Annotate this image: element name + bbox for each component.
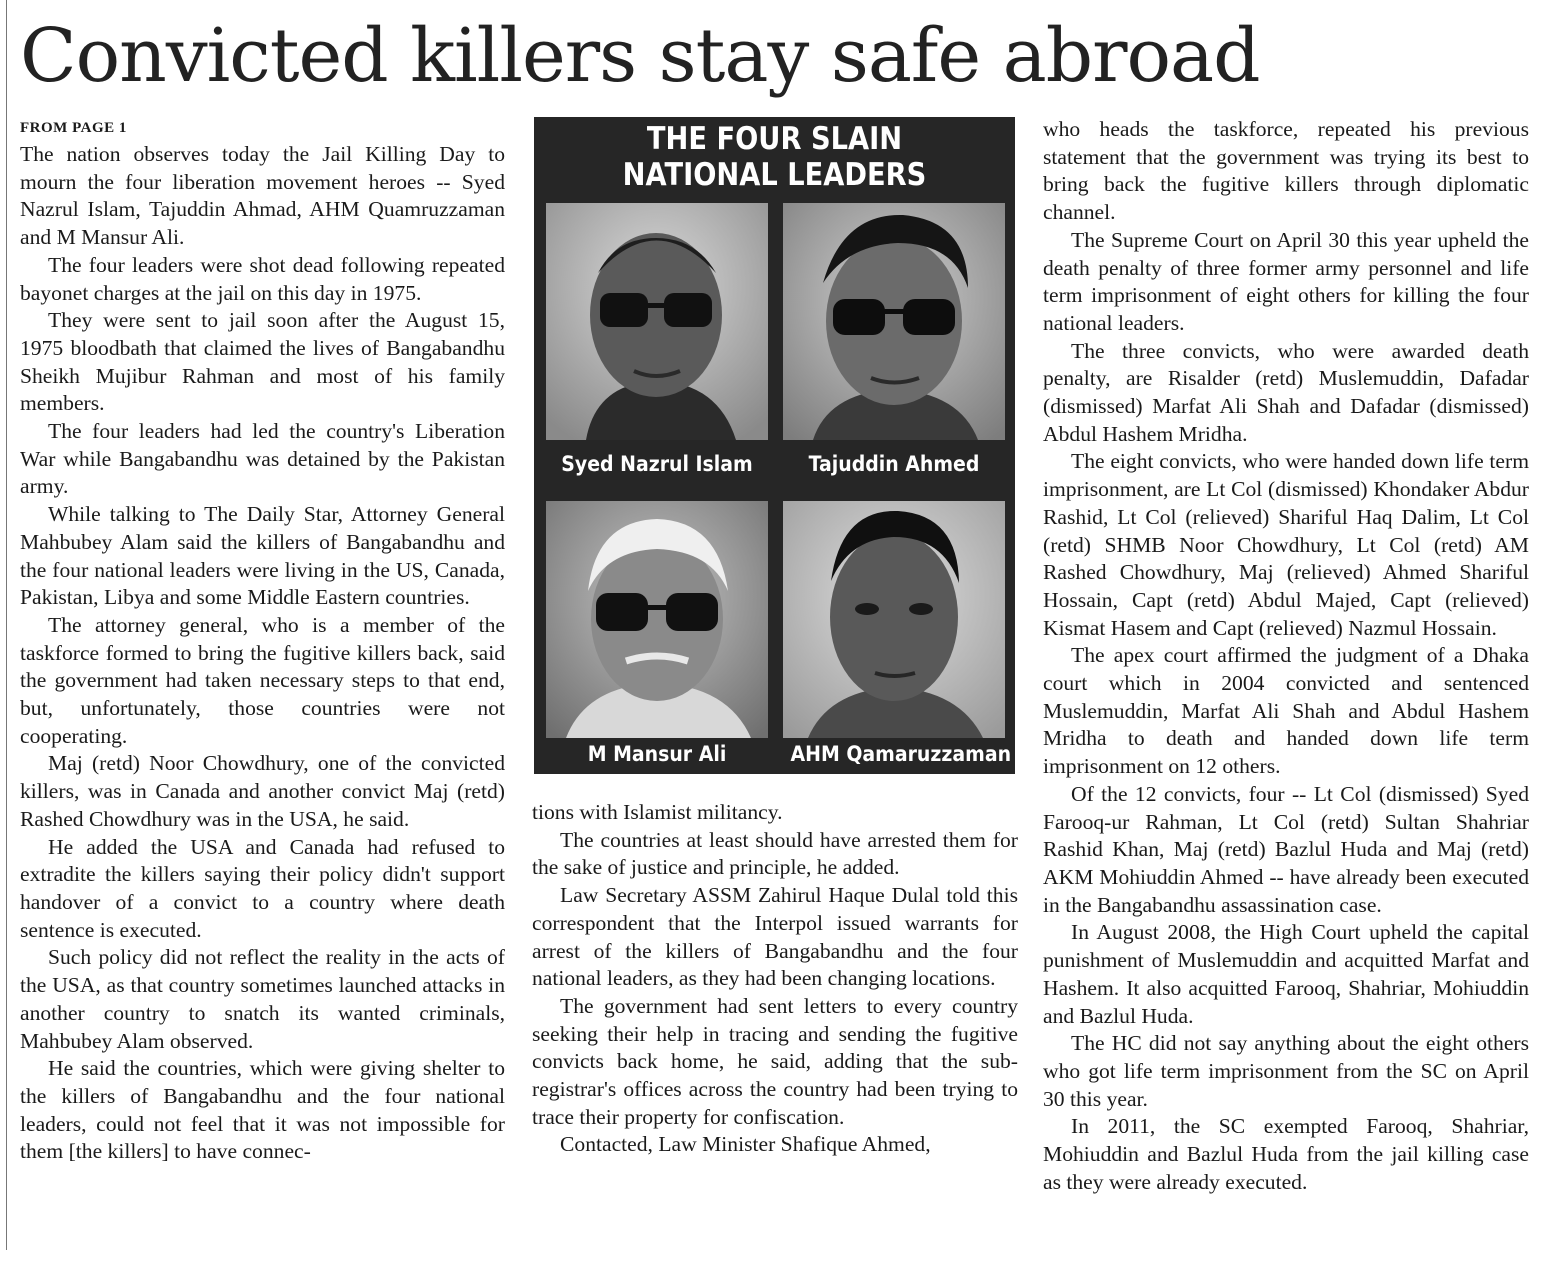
portrait-image-4 xyxy=(783,501,1005,738)
paragraph: who heads the taskforce, repeated his previous statement that the government was trying its best to bring back the fugitive killers through diplomatic channel. xyxy=(1043,117,1529,225)
paragraph: The three convicts, who were awarded death penalty, are Risalder (retd) Muslemuddin, Dafadar (dismissed) Marfat Ali Shah and Dafadar (dismissed) Abdul Hashem Mridha. xyxy=(1043,338,1529,446)
kicker-from-page: FROM PAGE 1 xyxy=(20,120,127,136)
paragraph: The nation observes today the Jail Killing Day to mourn the four liberation movement heroes -- Syed Nazrul Islam, Tajuddin Ahmad, AHM Quamruzzaman and M Mansur Ali. xyxy=(20,142,505,250)
article-column-1 xyxy=(20,115,505,1166)
paragraph: The eight convicts, who were handed down life term imprisonment, are Lt Col (dismissed) Khondaker Abdur Rashid, Lt Col (relieved) Shariful Haq Dalim, Lt Col (retd) SHMB Noor Chowdhury, Lt Col (retd) AM Rashed Chowdhury, Maj (relieved) Ahmed Shariful Hossain, Capt (retd) Abdul Majed, Capt (relieved) Kismat Hasem and Capt (relieved) Nazmul Hossain. xyxy=(1043,449,1529,640)
paragraph: The Supreme Court on April 30 this year upheld the death penalty of three former army personnel and life term imprisonment of eight others for killing the four national leaders. xyxy=(1043,227,1529,335)
portrait-photo-1 xyxy=(546,203,768,440)
paragraph: While talking to The Daily Star, Attorney General Mahbubey Alam said the killers of Bangabandhu and the four national leaders were living in the US, Canada, Pakistan, Libya and some Middle Eastern countries. xyxy=(20,502,505,610)
portrait-image-2 xyxy=(783,203,1005,440)
paragraph: The four leaders were shot dead following repeated bayonet charges at the jail on this day in 1975. xyxy=(20,252,505,305)
paragraph: He said the countries, which were giving shelter to the killers of Bangabandhu and the four national leaders, could not feel that it was not impossible for them [the killers] to have connec- xyxy=(20,1056,505,1164)
portrait-image-1 xyxy=(546,203,768,440)
portrait-caption-1: Syed Nazrul Islam xyxy=(561,452,753,476)
paragraph: The government had sent letters to every country seeking their help in tracing and sending the fugitive convicts back home, he said, adding that the sub-registrar's offices across the country had been trying to trace their property for confiscation. xyxy=(532,993,1018,1129)
article-column-2 xyxy=(532,799,1018,1159)
paragraph: tions with Islamist militancy. xyxy=(532,800,783,824)
paragraph: The countries at least should have arrested them for the sake of justice and principle, he added. xyxy=(532,827,1018,880)
paragraph: Maj (retd) Noor Chowdhury, one of the convicted killers, was in Canada and another convict Maj (retd) Rashed Chowdhury was in the USA, he said. xyxy=(20,751,505,831)
paragraph: He added the USA and Canada had refused to extradite the killers saying their policy didn't support handover of a convict to a country where death sentence is executed. xyxy=(20,834,505,942)
portrait-photo-3 xyxy=(546,501,768,738)
article-column-3 xyxy=(1043,116,1529,1196)
leaders-photo-graphic xyxy=(534,117,1015,774)
graphic-title-line-2: NATIONAL LEADERS xyxy=(622,157,927,193)
portrait-caption-4: AHM Qamaruzzaman xyxy=(790,742,1012,766)
portrait-photo-2 xyxy=(783,203,1005,440)
paragraph: The HC did not say anything about the eight others who got life term imprisonment from the SC on April 30 this year. xyxy=(1043,1031,1529,1111)
paragraph: Of the 12 convicts, four -- Lt Col (dismissed) Syed Farooq-ur Rahman, Lt Col (retd) Sultan Shahriar Rashid Khan, Maj (retd) Bazlul Huda and Maj (retd) AKM Mohiuddin Ahmed -- have already been executed in the Bangabandhu assassination case. xyxy=(1043,781,1529,917)
paragraph: Such policy did not reflect the reality in the acts of the USA, as that country sometimes launched attacks in another country to snatch its wanted criminals, Mahbubey Alam observed. xyxy=(20,945,505,1053)
paragraph: In 2011, the SC exempted Farooq, Shahriar, Mohiuddin and Bazlul Huda from the jail killing case as they were already executed. xyxy=(1043,1114,1529,1194)
portrait-caption-2: Tajuddin Ahmed xyxy=(808,452,980,476)
paragraph: In August 2008, the High Court upheld the capital punishment of Muslemuddin and acquitted Marfat and Hashem. It also acquitted Farooq, Shahriar, Mohiuddin and Bazlul Huda. xyxy=(1043,920,1529,1028)
paragraph: The four leaders had led the country's Liberation War while Bangabandhu was detained by the Pakistan army. xyxy=(20,419,505,499)
portrait-caption-3: M Mansur Ali xyxy=(587,742,727,766)
paragraph: Law Secretary ASSM Zahirul Haque Dulal told this correspondent that the Interpol issued warrants for arrest of the killers of Bangabandhu and the four national leaders, as they had been changing locations. xyxy=(532,883,1018,991)
headline: Convicted killers stay safe abroad xyxy=(20,13,1260,99)
paragraph: Contacted, Law Minister Shafique Ahmed, xyxy=(560,1132,931,1157)
paragraph: They were sent to jail soon after the August 15, 1975 bloodbath that claimed the lives of Bangabandhu Sheikh Mujibur Rahman and most of his family members. xyxy=(20,308,505,416)
page-edge-rule xyxy=(6,0,7,1250)
portrait-image-3 xyxy=(546,501,768,738)
graphic-title xyxy=(563,121,986,193)
portrait-photo-4 xyxy=(783,501,1005,738)
paragraph: The apex court affirmed the judgment of a Dhaka court which in 2004 convicted and sentenced Muslemuddin, Marfat Ali Shah and Abdul Hashem Mridha to death and handed down life term imprisonment on 12 others. xyxy=(1043,643,1529,779)
graphic-title-line-1: THE FOUR SLAIN xyxy=(646,121,903,157)
paragraph: The attorney general, who is a member of the taskforce formed to bring the fugitive killers back, said the government had taken necessary steps to that end, but, unfortunately, those countries were not cooperating. xyxy=(20,612,505,748)
